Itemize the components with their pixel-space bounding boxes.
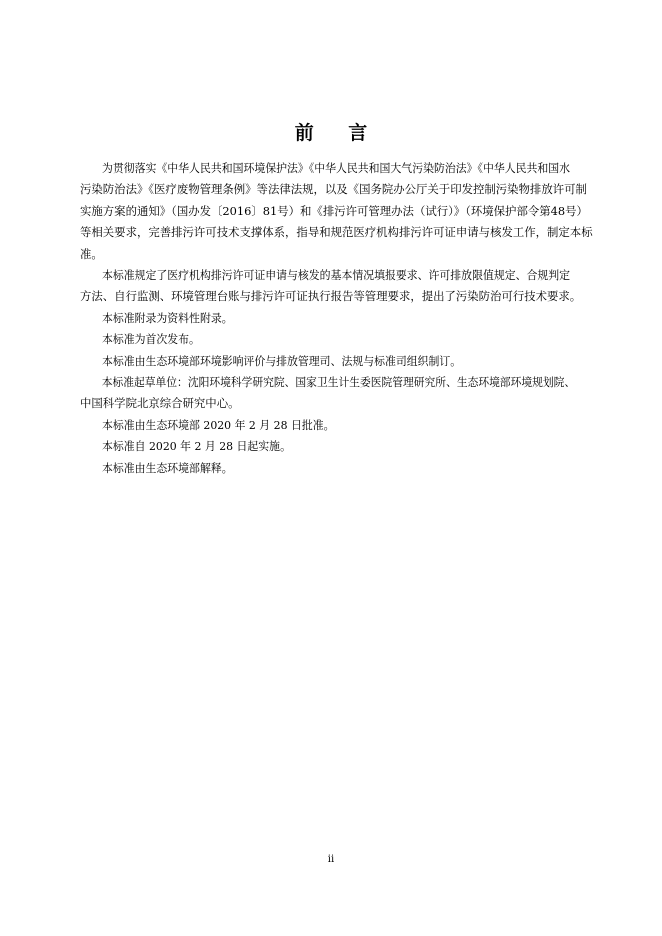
text-line: 本标准由生态环境部 2020 年 2 月 28 日批准。 bbox=[101, 417, 335, 432]
paragraph-scope bbox=[80, 265, 598, 308]
paragraph-drafters bbox=[80, 372, 598, 415]
paragraph-purpose bbox=[80, 158, 598, 265]
text-line: 本标准由生态环境部解释。 bbox=[101, 460, 233, 475]
text-line: 本标准规定了医疗机构排污许可证申请与核发的基本情况填报要求、许可排放限值规定、合规判定 bbox=[101, 268, 571, 283]
text-line: 本标准为首次发布。 bbox=[101, 332, 200, 347]
page-number: ii bbox=[327, 854, 335, 865]
text-line: 为贯彻落实《中华人民共和国环境保护法》《中华人民共和国大气污染防治法》《中华人民共和国水 bbox=[101, 161, 571, 175]
text-line: 中国科学院北京综合研究中心。 bbox=[80, 396, 240, 411]
paragraph-first-release bbox=[80, 329, 598, 350]
paragraph-interpretation bbox=[80, 458, 598, 479]
text-line: 本标准附录为资料性附录。 bbox=[101, 310, 233, 325]
text-line: 实施方案的通知》（国办发〔2016〕81号）和《排污许可管理办法（试行）》（环境保护部令第48号） bbox=[80, 203, 588, 218]
text-line: 方法、自行监测、环境管理台账与排污许可证执行报告等管理要求，提出了污染防治可行技术要求。 bbox=[80, 289, 582, 304]
text-line: 准。 bbox=[80, 246, 103, 261]
paragraph-organizer bbox=[80, 351, 598, 372]
text-line: 污染防治法》《医疗废物管理条例》等法律法规，以及《国务院办公厅关于印发控制污染物排放许可制 bbox=[80, 182, 587, 197]
page-title: 前 言 bbox=[294, 122, 382, 144]
paragraph-approval bbox=[80, 415, 598, 436]
paragraph-appendix bbox=[80, 308, 598, 329]
text-line: 本标准由生态环境部环境影响评价与排放管理司、法规与标准司组织制订。 bbox=[101, 353, 462, 368]
foreword-body bbox=[80, 158, 598, 479]
text-line: 本标准自 2020 年 2 月 28 日起实施。 bbox=[101, 439, 291, 454]
paragraph-effective bbox=[80, 436, 598, 457]
text-line: 本标准起草单位：沈阳环境科学研究院、国家卫生计生委医院管理研究所、生态环境部环境规划院、 bbox=[101, 375, 576, 390]
text-line: 等相关要求，完善排污许可技术支撑体系，指导和规范医疗机构排污许可证申请与核发工作，制定本标 bbox=[80, 225, 593, 240]
